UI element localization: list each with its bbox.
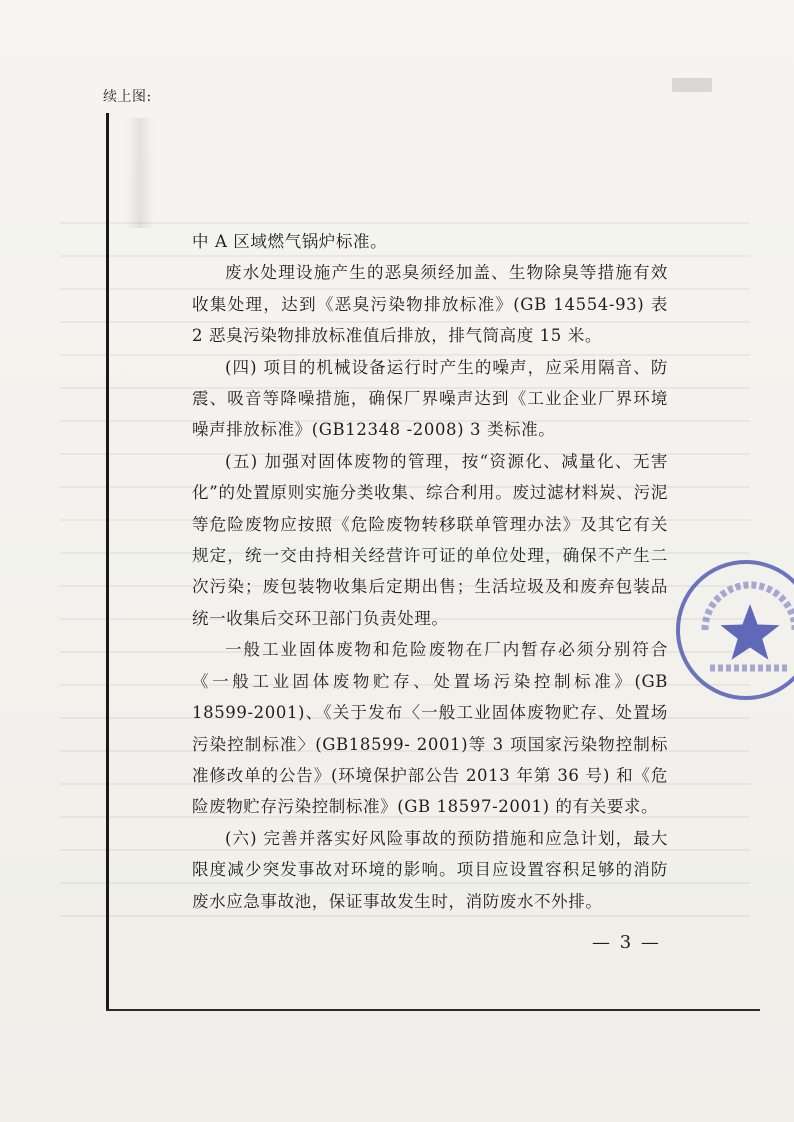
continued-label: 续上图: <box>103 89 152 105</box>
official-seal <box>676 560 794 700</box>
scan-streak <box>126 118 154 228</box>
page-number: — 3 — <box>592 932 661 953</box>
corner-smudge <box>672 78 712 92</box>
frame-bottom-border <box>106 1009 760 1011</box>
paragraph-4: (五) 加强对固体废物的管理，按“资源化、减量化、无害化”的处置原则实施分类收集、综合利用。废过滤材料炭、污泥等危险废物应按照《危险废物转移联单管理办法》及其它有关规定，统一交由持相关经营许可证的单位处理，确保不产生二次污染；废包装物收集后定期出售；生活垃圾及和废弃包装品统一收集后交环卫部门负责处理。 <box>192 451 668 628</box>
paragraph-3: (四) 项目的机械设备运行时产生的噪声，应采用隔音、防震、吸音等降噪措施，确保厂界噪声达到《工业企业厂界环境噪声排放标准》(GB12348 -2008) 3 类标准。 <box>192 357 668 440</box>
paragraph-1: 中 A 区域燃气锅炉标准。 <box>192 232 388 251</box>
document-body <box>192 226 668 917</box>
paragraph-5: 一般工业固体废物和危险废物在厂内暂存必须分别符合《一般工业固体废物贮存、处置场污染控制标准》(GB 18599-2001)、《关于发布〈一般工业固体废物贮存、处置场污染控制标准〉(GB18599- 2001)等 3 项国家污染物控制标准修改单的公告》(环境保护部公告 2013 年第 36 号) 和《危险废物贮存污染控制标准》(GB 18597-2001) 的有关要求。 <box>192 640 668 817</box>
frame-left-border <box>106 113 109 1011</box>
seal-graphic <box>680 564 794 704</box>
star-icon <box>721 604 780 660</box>
paragraph-6: (六) 完善并落实好风险事故的预防措施和应急计划，最大限度减少突发事故对环境的影响。项目应设置容积足够的消防废水应急事故池，保证事故发生时，消防废水不外排。 <box>192 828 668 911</box>
paragraph-2: 废水处理设施产生的恶臭须经加盖、生物除臭等措施有效收集处理，达到《恶臭污染物排放标准》(GB 14554-93) 表 2 恶臭污染物排放标准值后排放，排气筒高度 15 米。 <box>192 263 668 346</box>
